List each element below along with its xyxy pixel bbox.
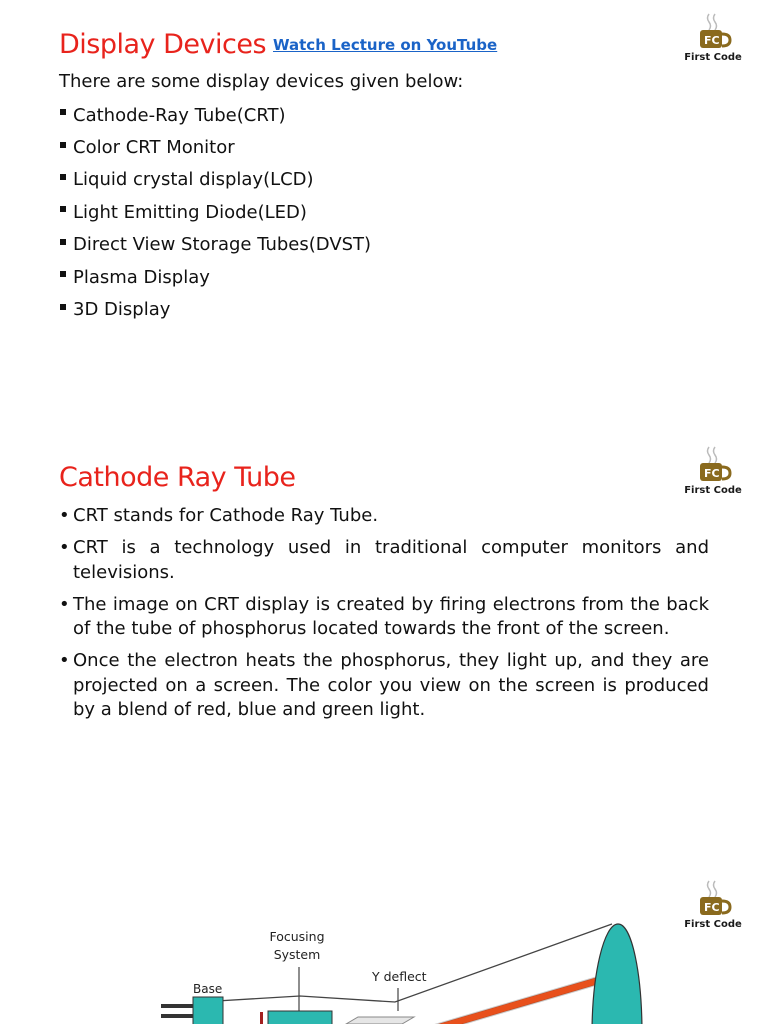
square-bullet-icon xyxy=(60,109,66,115)
slide-display-devices xyxy=(0,0,768,420)
list-item: Color CRT Monitor xyxy=(60,131,371,163)
list-item: 3D Display xyxy=(60,293,371,325)
square-bullet-icon xyxy=(60,174,66,180)
square-bullet-icon xyxy=(60,239,66,245)
list-item: • The image on CRT display is created by firing electrons from the back of the tube of phosphorus located towards the front of the screen. xyxy=(59,593,709,639)
list-item: Light Emitting Diode(LED) xyxy=(60,196,371,228)
first-code-logo xyxy=(678,12,748,74)
square-bullet-icon xyxy=(60,304,66,310)
list-item: • Once the electron heats the phosphorus, they light up, and they are projected on a screen. The color you view on the screen is produced by a blend of red, blue and green light. xyxy=(59,650,709,720)
crt-diagram xyxy=(0,864,768,1024)
svg-text:FC: FC xyxy=(704,467,720,480)
focusing-block xyxy=(268,1011,332,1024)
label-base: Base xyxy=(193,982,223,996)
list-item: • CRT stands for Cathode Ray Tube. xyxy=(59,504,709,529)
label-y-deflect: Y deflect xyxy=(372,969,427,984)
youtube-lecture-link[interactable]: Watch Lecture on YouTube xyxy=(273,36,498,54)
slide-title: Display Devices xyxy=(59,29,267,60)
label-focusing: Focusing xyxy=(269,929,325,944)
logo-label: First Code xyxy=(684,485,742,496)
base-block xyxy=(193,997,223,1024)
list-item: Plasma Display xyxy=(60,261,371,293)
square-bullet-icon xyxy=(60,142,66,148)
coffee-cup-fc-icon xyxy=(678,12,748,52)
logo-label: First Code xyxy=(684,52,742,63)
label-system: System xyxy=(273,947,321,962)
bullet-dot-icon: • xyxy=(59,505,70,526)
bullet-dot-icon: • xyxy=(59,537,70,558)
square-bullet-icon xyxy=(60,206,66,212)
first-code-logo xyxy=(678,445,748,507)
crt-screen xyxy=(592,924,642,1024)
list-item: Liquid crystal display(LCD) xyxy=(60,164,371,196)
slide-crt-diagram xyxy=(0,864,768,1024)
svg-text:FC: FC xyxy=(704,901,720,914)
list-item: Direct View Storage Tubes(DVST) xyxy=(60,229,371,261)
y-deflect-plate xyxy=(346,1017,414,1024)
slide-title: Cathode Ray Tube xyxy=(59,462,296,493)
list-item: • CRT is a technology used in traditional computer monitors and televisions. xyxy=(59,537,709,583)
slide-cathode-ray-tube xyxy=(0,432,768,852)
display-devices-list xyxy=(60,99,371,326)
bullet-dot-icon: • xyxy=(59,650,70,671)
intro-text: There are some display devices given below: xyxy=(59,71,464,92)
crt-bullets xyxy=(59,504,709,730)
square-bullet-icon xyxy=(60,271,66,277)
bullet-dot-icon: • xyxy=(59,593,70,615)
coffee-cup-fc-icon xyxy=(678,445,748,485)
logo-label: First Code xyxy=(684,919,742,930)
svg-text:FC: FC xyxy=(704,34,720,47)
list-item: Cathode-Ray Tube(CRT) xyxy=(60,99,371,131)
